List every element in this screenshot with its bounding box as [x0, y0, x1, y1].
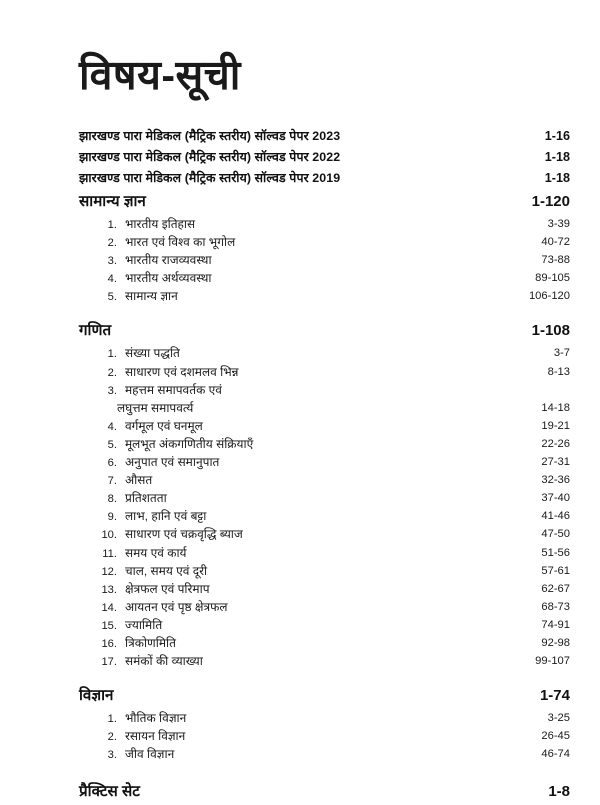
page-range: 32-36	[541, 474, 570, 487]
toc-item-row[interactable]	[0, 525, 600, 543]
toc-item-label: भौतिक विज्ञान	[125, 711, 187, 726]
entry-index: 3.	[107, 255, 117, 268]
entry-index: 7.	[107, 475, 117, 488]
toc-item-label: समय एवं कार्य	[125, 545, 187, 560]
page-range: 74-91	[541, 618, 570, 631]
page-range: 99-107	[535, 655, 570, 668]
toc-item-row[interactable]	[0, 215, 600, 233]
toc-item-row[interactable]	[0, 745, 600, 763]
toc-item-row[interactable]	[0, 417, 600, 435]
page-range: 3-7	[553, 347, 570, 360]
entry-index: 2.	[107, 366, 117, 379]
toc-item-label: भारत एवं विश्व का भूगोल	[125, 235, 236, 250]
entry-index: 13.	[101, 583, 117, 596]
toc-item-row[interactable]	[0, 616, 600, 634]
page-range: 40-72	[541, 236, 570, 249]
toc-item-label: ज्यामिति	[125, 617, 163, 632]
toc-item-row[interactable]	[0, 598, 600, 616]
page-range: 1-8	[548, 783, 570, 801]
spacer	[0, 670, 600, 683]
section-heading-row[interactable]	[0, 318, 600, 344]
entry-index: 10.	[101, 529, 117, 542]
page-range: 1-18	[544, 171, 570, 185]
toc-item-label: संख्या पद्धति	[125, 346, 180, 361]
toc-item-label: त्रिकोणमिति	[125, 635, 176, 650]
page-range: 62-67	[541, 582, 570, 595]
toc-item-row[interactable]	[0, 562, 600, 580]
spacer	[0, 305, 600, 318]
toc-item-label: भारतीय अर्थव्यवस्था	[125, 271, 212, 286]
entry-index: 5.	[107, 291, 117, 304]
entry-index: 15.	[101, 619, 117, 632]
section-heading: सामान्य ज्ञान	[79, 193, 146, 210]
toc-item-row[interactable]	[0, 269, 600, 287]
entry-index: 1.	[107, 219, 117, 231]
solved-paper-title: झारखण्ड पारा मेडिकल (मैट्रिक स्तरीय) सॉल्वड पेपर 2023	[79, 129, 341, 143]
toc-item-label: वर्गमूल एवं घनमूल	[125, 418, 203, 433]
toc-item-label: रसायन विज्ञान	[125, 729, 186, 744]
section-heading: गणित	[79, 322, 112, 340]
page-range: 106-120	[528, 290, 570, 303]
section-heading-row[interactable]	[0, 189, 600, 215]
entry-index: 12.	[101, 565, 117, 578]
solved-paper-title: झारखण्ड पारा मेडिकल (मैट्रिक स्तरीय) सॉल्वड पेपर 2019	[79, 171, 341, 185]
toc-item-row[interactable]	[0, 287, 600, 305]
page-range: 68-73	[541, 600, 570, 613]
spacer	[0, 763, 600, 779]
page-range: 26-45	[541, 730, 570, 743]
page-range: 1-108	[531, 322, 570, 340]
solved-paper-entry[interactable]	[0, 168, 600, 189]
entry-index: 5.	[107, 438, 117, 451]
toc-item-row[interactable]	[0, 652, 600, 670]
entry-index: 1.	[107, 713, 117, 726]
page-range: 41-46	[541, 510, 570, 523]
page-range: 73-88	[541, 254, 570, 267]
entry-index: 6.	[107, 457, 117, 470]
toc-item-label: समंकों की व्याख्या	[125, 654, 203, 669]
final-entry-row[interactable]	[0, 779, 600, 805]
toc-item-row[interactable]	[0, 507, 600, 525]
entry-index: 4.	[107, 420, 117, 433]
final-entry-heading: प्रैक्टिस सेट	[79, 783, 140, 801]
toc-item-label: क्षेत्रफल एवं परिमाप	[125, 581, 210, 596]
toc-item-label: सामान्य ज्ञान	[125, 289, 178, 304]
solved-paper-entry[interactable]	[0, 147, 600, 168]
page-range: 3-25	[547, 712, 570, 725]
toc-item-row[interactable]	[0, 634, 600, 652]
page-range: 27-31	[541, 456, 570, 469]
toc-item-label: अनुपात एवं समानुपात	[125, 455, 220, 470]
page-range: 3-39	[547, 218, 570, 230]
toc-item-row[interactable]	[0, 471, 600, 489]
entry-index: 2.	[107, 731, 117, 744]
toc-item-label: भारतीय राजव्यवस्था	[125, 253, 212, 268]
toc-item-label: महत्तम समापवर्तक एवं	[125, 382, 222, 397]
toc-item-label: साधारण एवं दशमलव भिन्न	[125, 364, 239, 379]
entry-index: 9.	[107, 511, 117, 524]
page-range: 46-74	[541, 748, 570, 761]
toc-item-row[interactable]	[0, 709, 600, 727]
toc-item-label: जीव विज्ञान	[125, 747, 175, 762]
toc-item-label: आयतन एवं पृष्ठ क्षेत्रफल	[125, 599, 228, 614]
page-range: 37-40	[541, 492, 570, 505]
entry-index: 14.	[101, 601, 117, 614]
page-range: 89-105	[535, 272, 570, 285]
page-range: 8-13	[547, 365, 570, 378]
toc-item-label: प्रतिशतता	[125, 491, 167, 506]
toc-item-row[interactable]	[0, 489, 600, 507]
toc-item-row-continuation[interactable]	[0, 399, 600, 417]
toc-item-row[interactable]	[0, 233, 600, 251]
toc-item-label: भारतीय इतिहास	[125, 217, 196, 231]
page-range: 1-18	[544, 150, 570, 164]
solved-paper-title: झारखण्ड पारा मेडिकल (मैट्रिक स्तरीय) सॉल्वड पेपर 2022	[79, 150, 341, 164]
page-range: 57-61	[541, 564, 570, 577]
toc-item-row[interactable]	[0, 363, 600, 381]
toc-item-label: चाल, समय एवं दूरी	[125, 563, 208, 578]
entry-index: 3.	[107, 749, 117, 762]
entry-index: 2.	[107, 237, 117, 250]
page-range: 47-50	[541, 528, 570, 541]
toc-item-row[interactable]	[0, 251, 600, 269]
toc-item-label-continued: लघुत्तम समापवर्त्य	[117, 400, 194, 415]
page-range: 22-26	[541, 437, 570, 450]
entry-index: 8.	[107, 493, 117, 506]
toc-item-label: मूलभूत अंकगणितीय संक्रियाएँ	[125, 436, 254, 451]
page-range: 51-56	[541, 546, 570, 559]
entry-index: 17.	[101, 656, 117, 669]
page-title: विषय-सूची	[79, 52, 241, 98]
entry-index: 16.	[101, 637, 117, 650]
page-range: 92-98	[541, 636, 570, 649]
toc-item-label: साधारण एवं चक्रवृद्धि ब्याज	[125, 527, 243, 542]
toc-item-row[interactable]	[0, 435, 600, 453]
solved-paper-entry[interactable]	[0, 126, 600, 147]
entry-index: 3.	[107, 384, 117, 397]
page-range: 19-21	[541, 419, 570, 432]
page-range: 1-16	[544, 129, 570, 143]
toc-item-row[interactable]	[0, 544, 600, 562]
toc-item-label: लाभ, हानि एवं बट्टा	[125, 509, 207, 524]
section-heading-row[interactable]	[0, 683, 600, 709]
toc-item-row[interactable]	[0, 727, 600, 745]
entry-index: 4.	[107, 273, 117, 286]
entry-index: 11.	[102, 547, 117, 560]
toc-item-label: औसत	[125, 473, 153, 488]
page-range: 1-74	[539, 687, 570, 705]
toc-item-row[interactable]	[0, 344, 600, 362]
toc-item-row[interactable]	[0, 453, 600, 471]
section-heading: विज्ञान	[79, 687, 114, 705]
toc-entries-list	[0, 126, 600, 805]
page-range: 14-18	[541, 401, 570, 414]
toc-item-row[interactable]	[0, 580, 600, 598]
page-range: 1-120	[531, 193, 570, 210]
toc-item-row[interactable]	[0, 381, 600, 399]
entry-index: 1.	[107, 348, 117, 361]
